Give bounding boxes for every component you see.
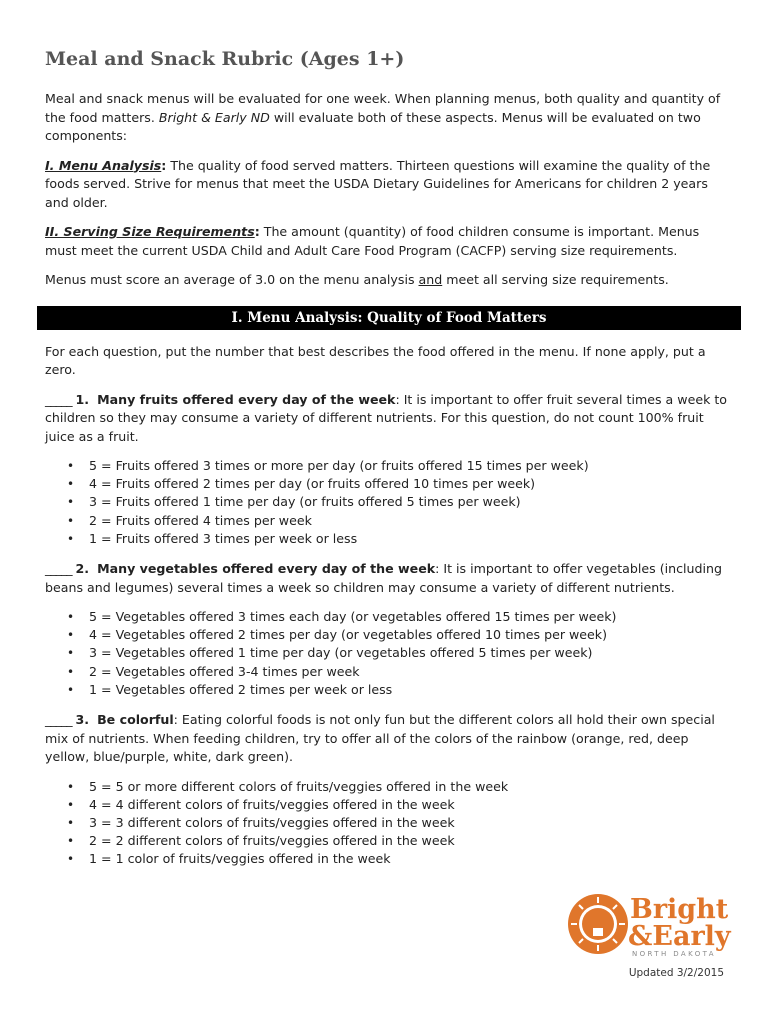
question-title: Many fruits offered every day of the week xyxy=(97,391,396,407)
component-menu-analysis: I. Menu Analysis: The quality of food served matters. Thirteen questions will examine the quality of the foods served. Strive for menus that meet the USDA Dietary Guidelines for Americans for children 2 years and older. xyxy=(45,157,711,210)
option-item: • 2 = 2 different colors of fruits/veggies offered in the week xyxy=(89,832,733,850)
page-title: Meal and Snack Rubric (Ages 1+) xyxy=(45,48,405,70)
question-1: _____ 1. Many fruits offered every day of the week: It is important to offer fruit several times a week to children so they may consume a variety of different nutrients. For this question, do not count 100% fruit juice as a fruit. xyxy=(45,391,728,444)
section-banner: I. Menu Analysis: Quality of Food Matters xyxy=(37,306,741,330)
updated-date: Updated 3/2/2015 xyxy=(628,967,724,979)
bright-early-logo xyxy=(566,888,736,960)
component-label: II. Serving Size Requirements xyxy=(45,224,255,239)
intro-paragraph: Meal and snack menus will be evaluated for one week. When planning menus, both quality and quantity of the food matters. Bright & Early ND will evaluate both of these aspects. Menus will be evaluated on two components: xyxy=(45,91,721,143)
option-item: • 2 = Vegetables offered 3-4 times per week xyxy=(89,663,733,681)
option-item: • 4 = Fruits offered 2 times per day (or fruits offered 10 times per week) xyxy=(89,475,733,493)
component-serving-size: II. Serving Size Requirements: The amount (quantity) of food children consume is important. Menus must meet the current USDA Child and Adult Care Food Program (CACFP) serving size requirements. xyxy=(45,224,700,258)
option-item: • 5 = Vegetables offered 3 times each day (or vegetables offered 15 times per week) xyxy=(89,608,733,626)
question-title: Many vegetables offered every day of the week xyxy=(97,561,436,577)
logo-line-1: Bright xyxy=(630,894,729,925)
instructions: For each question, put the number that best describes the food offered in the menu. If none apply, put a zero. xyxy=(45,343,706,377)
option-item: • 3 = 3 different colors of fruits/veggies offered in the week xyxy=(89,814,733,832)
option-item: • 3 = Fruits offered 1 time per day (or fruits offered 5 times per week) xyxy=(89,493,733,511)
answer-blank[interactable]: _____ xyxy=(45,561,72,577)
score-note: Menus must score an average of 3.0 on the menu analysis and meet all serving size requirements. xyxy=(45,272,669,287)
document-page xyxy=(45,48,733,881)
question-3-options xyxy=(45,778,733,869)
question-title: Be colorful xyxy=(97,712,174,728)
option-item: • 5 = Fruits offered 3 times or more per day (or fruits offered 15 times per week) xyxy=(89,457,733,475)
option-item: • 1 = Fruits offered 3 times per week or less xyxy=(89,530,733,548)
question-2-options xyxy=(45,608,733,699)
sun-logo-icon xyxy=(568,894,628,954)
component-label: I. Menu Analysis xyxy=(45,157,162,173)
logo-line-2: &Early xyxy=(628,921,731,952)
option-item: • 4 = Vegetables offered 2 times per day (or vegetables offered 10 times per week) xyxy=(89,626,733,644)
option-item: • 3 = Vegetables offered 1 time per day (or vegetables offered 5 times per week) xyxy=(89,644,733,662)
option-item: • 1 = Vegetables offered 2 times per week or less xyxy=(89,681,733,699)
option-item: • 1 = 1 color of fruits/veggies offered in the week xyxy=(89,850,733,868)
question-3: _____ 3. Be colorful: Eating colorful foods is not only fun but the different colors all hold their own special mix of nutrients. When feeding children, try to offer all of the colors of the rainbow (orange, red, deep yellow, blue/purple, white, dark green). xyxy=(45,712,715,765)
option-item: • 4 = 4 different colors of fruits/veggies offered in the week xyxy=(89,796,733,814)
option-item: • 5 = 5 or more different colors of fruits/veggies offered in the week xyxy=(89,778,733,796)
org-name: Bright & Early ND xyxy=(158,109,270,125)
question-2: _____ 2. Many vegetables offered every day of the week: It is important to offer vegetables (including beans and legumes) several times a week so children may consume a variety of different nutrients. xyxy=(45,561,722,595)
question-1-options xyxy=(45,457,733,548)
logo-line-3: NORTH DAKOTA xyxy=(632,950,716,958)
answer-blank[interactable]: _____ xyxy=(45,712,72,728)
answer-blank[interactable]: _____ xyxy=(45,391,72,407)
option-item: • 2 = Fruits offered 4 times per week xyxy=(89,512,733,530)
